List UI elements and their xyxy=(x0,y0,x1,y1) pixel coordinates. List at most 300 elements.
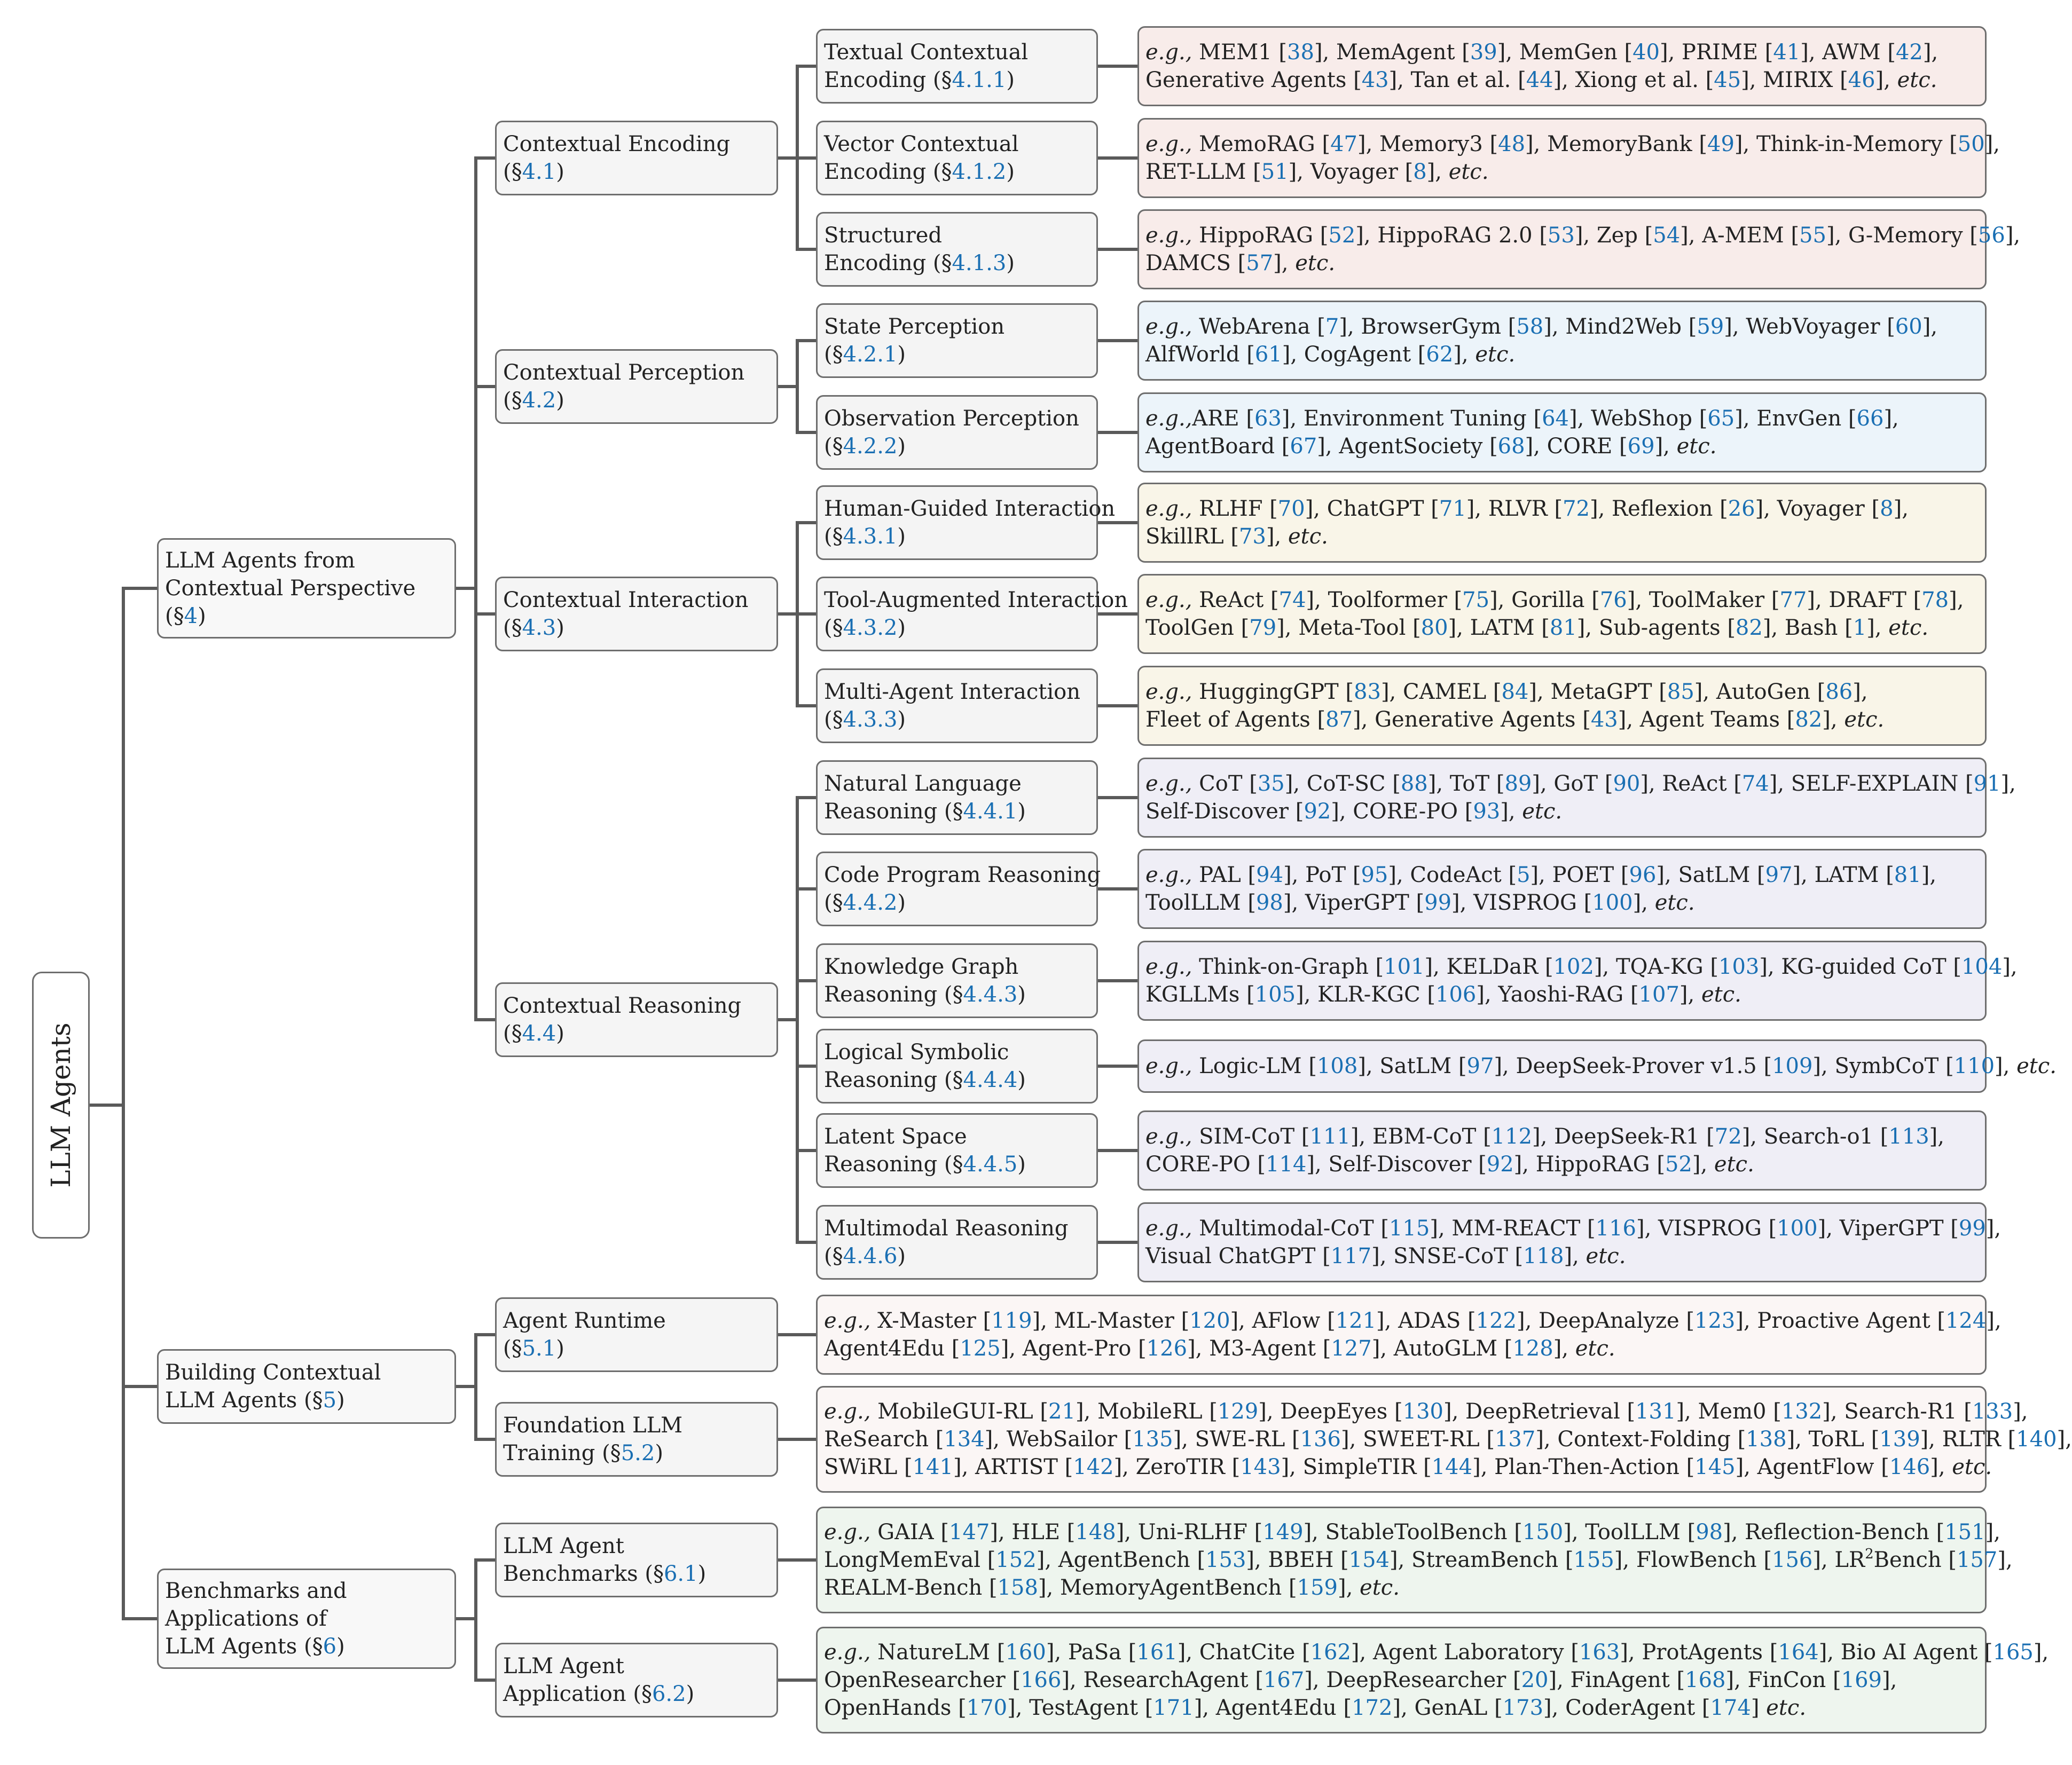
section-link[interactable]: 4.1.2 xyxy=(952,160,1007,184)
citation-link[interactable]: 35 xyxy=(1257,771,1285,796)
node-label-line xyxy=(503,992,771,1020)
citation-link[interactable]: 98 xyxy=(1255,891,1283,915)
topic-node xyxy=(816,303,1098,378)
eg-marker: e.g., xyxy=(1145,680,1192,704)
label-text: Observation Perception xyxy=(824,406,1079,431)
node-label-line xyxy=(503,1020,771,1047)
citation-link[interactable]: 66 xyxy=(1856,406,1884,431)
section-link[interactable]: 4.3.3 xyxy=(843,707,898,732)
citation-link[interactable]: 38 xyxy=(1287,40,1314,65)
section-link[interactable]: 6 xyxy=(323,1634,337,1659)
section-link[interactable]: 6.2 xyxy=(652,1682,686,1706)
label-text: Latent Space xyxy=(824,1124,967,1149)
citation-link[interactable]: 109 xyxy=(1772,1054,1813,1078)
citation-link[interactable]: 94 xyxy=(1256,863,1284,887)
citation-link[interactable]: 118 xyxy=(1523,1244,1564,1268)
citation-link[interactable]: 128 xyxy=(1512,1336,1553,1361)
citation-link[interactable]: 142 xyxy=(1073,1455,1114,1479)
citation-link[interactable]: 41 xyxy=(1773,40,1801,65)
label-text: Contextual Interaction xyxy=(503,588,749,612)
citation-link[interactable]: 99 xyxy=(1424,891,1452,915)
section-link[interactable]: 4.3.1 xyxy=(843,524,898,549)
node-label-line xyxy=(503,1652,771,1680)
section-link[interactable]: 4.1.1 xyxy=(952,68,1007,92)
label-text: Multi-Agent Interaction xyxy=(824,680,1080,704)
citation-link[interactable]: 132 xyxy=(1781,1399,1823,1424)
citation-link[interactable]: 87 xyxy=(1325,707,1353,732)
citation-link[interactable]: 150 xyxy=(1522,1520,1564,1545)
citation-link[interactable]: 167 xyxy=(1263,1668,1305,1692)
citation-link[interactable]: 135 xyxy=(1132,1427,1173,1452)
label-text: Logical Symbolic xyxy=(824,1040,1009,1065)
node-label-line xyxy=(824,432,1091,460)
section-link[interactable]: 4.3.2 xyxy=(843,616,898,640)
leaf-line: Generative Agents [43], Tan et al. [44], Xiong et al. [45], MIRIX [46], etc. xyxy=(1145,68,1937,92)
citation-link[interactable]: 137 xyxy=(1494,1427,1536,1452)
citation-link[interactable]: 114 xyxy=(1266,1152,1307,1177)
node-label-line xyxy=(824,953,1091,981)
citation-link[interactable]: 133 xyxy=(1972,1399,2013,1424)
citation-link[interactable]: 48 xyxy=(1498,132,1526,156)
citation-link[interactable]: 149 xyxy=(1262,1520,1304,1545)
label-text: Application (§ xyxy=(503,1682,652,1706)
citation-link[interactable]: 62 xyxy=(1426,342,1454,367)
label-text: Benchmarks (§ xyxy=(503,1562,664,1586)
section-link[interactable]: 5.2 xyxy=(621,1441,655,1465)
citation-link[interactable]: 84 xyxy=(1501,680,1529,704)
example-list xyxy=(1137,849,1987,929)
label-text: ) xyxy=(556,1021,564,1046)
leaf-line: Fleet of Agents [87], Generative Agents [43], Agent Teams [82], etc. xyxy=(1145,707,1885,732)
citation-link[interactable]: 72 xyxy=(1563,497,1590,521)
citation-link[interactable]: 83 xyxy=(1354,680,1381,704)
label-text: ) xyxy=(897,616,906,640)
etc-marker: etc. xyxy=(1766,1696,1807,1720)
citation-link[interactable]: 100 xyxy=(1592,891,1633,915)
label-text: Tool-Augmented Interaction xyxy=(824,588,1128,612)
etc-marker: etc. xyxy=(1952,1455,1992,1479)
subcategory-node xyxy=(495,1523,778,1597)
example-list xyxy=(1137,392,1987,472)
citation-link[interactable]: 111 xyxy=(1309,1124,1351,1149)
node-label-line xyxy=(824,1151,1091,1178)
leaf-line: e.g., NatureLM [160], PaSa [161], ChatCite [162], Agent Laboratory [163], ProtAgents [164], Bio AI Agent [165], xyxy=(824,1640,2049,1665)
label-text: (§ xyxy=(503,1021,522,1046)
citation-link[interactable]: 145 xyxy=(1694,1455,1736,1479)
citation-link[interactable]: 115 xyxy=(1388,1216,1430,1241)
citation-link[interactable]: 98 xyxy=(1696,1520,1723,1545)
node-label-line xyxy=(824,889,1091,917)
citation-link[interactable]: 113 xyxy=(1888,1124,1929,1149)
node-label-line xyxy=(503,614,771,642)
citation-link[interactable]: 52 xyxy=(1328,223,1356,248)
leaf-line: Visual ChatGPT [117], SNSE-CoT [118], etc. xyxy=(1145,1244,1626,1268)
node-label-line xyxy=(503,158,771,186)
leaf-line: REALM-Bench [158], MemoryAgentBench [159], etc. xyxy=(824,1575,1400,1600)
label-text: Applications of xyxy=(165,1606,327,1631)
citation-link[interactable]: 68 xyxy=(1497,434,1525,459)
eg-marker: e.g., xyxy=(1145,223,1192,248)
citation-link[interactable]: 170 xyxy=(966,1696,1008,1720)
section-link[interactable]: 4.2 xyxy=(522,388,556,413)
citation-link[interactable]: 96 xyxy=(1629,863,1657,887)
citation-link[interactable]: 166 xyxy=(1021,1668,1062,1692)
citation-link[interactable]: 56 xyxy=(1977,223,2005,248)
section-link[interactable]: 4.4 xyxy=(522,1021,556,1046)
example-list xyxy=(1137,26,1987,106)
node-label-line xyxy=(824,861,1101,889)
citation-link[interactable]: 73 xyxy=(1239,524,1266,549)
node-label-line xyxy=(165,574,449,602)
citation-link[interactable]: 153 xyxy=(1205,1548,1246,1572)
citation-link[interactable]: 5 xyxy=(1517,863,1531,887)
citation-link[interactable]: 155 xyxy=(1573,1548,1614,1572)
citation-link[interactable]: 161 xyxy=(1136,1640,1178,1665)
citation-link[interactable]: 89 xyxy=(1504,771,1532,796)
label-text: (§ xyxy=(503,1336,522,1361)
node-label-line xyxy=(503,1680,771,1708)
citation-link[interactable]: 126 xyxy=(1146,1336,1188,1361)
citation-link[interactable]: 148 xyxy=(1075,1520,1116,1545)
citation-link[interactable]: 74 xyxy=(1741,771,1769,796)
section-link[interactable]: 6.1 xyxy=(663,1562,698,1586)
citation-link[interactable]: 77 xyxy=(1779,588,1807,612)
citation-link[interactable]: 154 xyxy=(1348,1548,1390,1572)
citation-link[interactable]: 97 xyxy=(1466,1054,1494,1078)
subcategory-node xyxy=(495,1297,778,1372)
leaf-line: e.g., Multimodal-CoT [115], MM-REACT [116], VISPROG [100], ViperGPT [99], xyxy=(1145,1216,2002,1241)
citation-link[interactable]: 93 xyxy=(1473,799,1501,824)
citation-link[interactable]: 81 xyxy=(1894,863,1921,887)
node-label-line xyxy=(165,602,449,630)
citation-link[interactable]: 91 xyxy=(1973,771,2001,796)
citation-link[interactable]: 92 xyxy=(1304,799,1331,824)
citation-link[interactable]: 7 xyxy=(1325,314,1339,339)
citation-link[interactable]: 44 xyxy=(1526,68,1553,92)
eg-marker: e.g., xyxy=(1145,1216,1192,1241)
label-text: ) xyxy=(556,616,564,640)
citation-link[interactable]: 72 xyxy=(1714,1124,1742,1149)
leaf-line: RET-LLM [51], Voyager [8], etc. xyxy=(1145,160,1489,184)
label-text: Multimodal Reasoning xyxy=(824,1216,1069,1241)
citation-link[interactable]: 141 xyxy=(912,1455,953,1479)
citation-link[interactable]: 90 xyxy=(1613,771,1641,796)
label-text: Contextual Perspective xyxy=(165,576,416,601)
topic-node xyxy=(816,668,1098,743)
etc-marker: etc. xyxy=(1475,342,1516,367)
topic-node xyxy=(816,1113,1098,1188)
citation-link[interactable]: 46 xyxy=(1848,68,1875,92)
citation-link[interactable]: 172 xyxy=(1352,1696,1393,1720)
label-text: LLM Agents (§ xyxy=(165,1388,323,1413)
label-text: Textual Contextual xyxy=(824,40,1029,65)
citation-link[interactable]: 43 xyxy=(1590,707,1618,732)
citation-link[interactable]: 158 xyxy=(997,1575,1038,1600)
leaf-line: OpenHands [170], TestAgent [171], Agent4Edu [172], GenAL [173], CoderAgent [174] etc. xyxy=(824,1696,1807,1720)
leaf-line: e.g., HippoRAG [52], HippoRAG 2.0 [53], Zep [54], A-MEM [55], G-Memory [56], xyxy=(1145,223,2021,248)
citation-link[interactable]: 129 xyxy=(1217,1399,1259,1424)
citation-link[interactable]: 42 xyxy=(1895,40,1923,65)
citation-link[interactable]: 147 xyxy=(949,1520,990,1545)
citation-link[interactable]: 152 xyxy=(995,1548,1037,1572)
citation-link[interactable]: 138 xyxy=(1746,1427,1787,1452)
node-label-line xyxy=(824,1215,1091,1242)
citation-link[interactable]: 169 xyxy=(1841,1668,1882,1692)
etc-marker: etc. xyxy=(1448,160,1489,184)
citation-link[interactable]: 131 xyxy=(1635,1399,1676,1424)
category-node xyxy=(157,1569,456,1669)
citation-link[interactable]: 97 xyxy=(1765,863,1793,887)
citation-link[interactable]: 64 xyxy=(1542,406,1569,431)
leaf-line: e.g., Think-on-Graph [101], KELDaR [102], TQA-KG [103], KG-guided CoT [104], xyxy=(1145,955,2018,979)
citation-link[interactable]: 119 xyxy=(991,1309,1032,1333)
citation-link[interactable]: 71 xyxy=(1439,497,1466,521)
label-text: ) xyxy=(1006,160,1015,184)
node-label-line xyxy=(824,66,1091,94)
label-text: Structured xyxy=(824,223,942,248)
label-text: (§ xyxy=(503,388,522,413)
citation-link[interactable]: 45 xyxy=(1714,68,1741,92)
citation-link[interactable]: 60 xyxy=(1895,314,1922,339)
citation-link[interactable]: 140 xyxy=(2016,1427,2057,1452)
label-text: (§ xyxy=(824,434,843,459)
citation-link[interactable]: 146 xyxy=(1889,1455,1930,1479)
citation-link[interactable]: 143 xyxy=(1240,1455,1281,1479)
citation-link[interactable]: 1 xyxy=(1853,616,1867,640)
citation-link[interactable]: 21 xyxy=(1048,1399,1076,1424)
label-text: Reasoning (§ xyxy=(824,1152,963,1177)
citation-link[interactable]: 108 xyxy=(1316,1054,1358,1078)
citation-link[interactable]: 63 xyxy=(1254,406,1282,431)
citation-link[interactable]: 78 xyxy=(1921,588,1949,612)
citation-link[interactable]: 88 xyxy=(1400,771,1428,796)
section-link[interactable]: 4.4.2 xyxy=(843,891,898,915)
citation-link[interactable]: 67 xyxy=(1290,434,1317,459)
section-link[interactable]: 4.1 xyxy=(522,160,556,184)
leaf-line: e.g., Logic-LM [108], SatLM [97], DeepSeek-Prover v1.5 [109], SymbCoT [110], etc. xyxy=(1145,1054,2057,1078)
label-text: (§ xyxy=(824,707,843,732)
citation-link[interactable]: 121 xyxy=(1335,1309,1377,1333)
node-label-line xyxy=(824,405,1091,432)
leaf-line: LongMemEval [152], AgentBench [153], BBEH [154], StreamBench [155], FlowBench [156], $LR^2Bench$ [157], xyxy=(824,1546,2013,1572)
citation-link[interactable]: 123 xyxy=(1694,1309,1736,1333)
node-label-line xyxy=(165,1359,449,1386)
citation-link[interactable]: 101 xyxy=(1384,955,1425,979)
citation-link[interactable]: 82 xyxy=(1735,616,1763,640)
citation-link[interactable]: 139 xyxy=(1879,1427,1920,1452)
node-label-line xyxy=(503,1335,771,1362)
citation-link[interactable]: 57 xyxy=(1246,251,1274,275)
example-list xyxy=(1137,301,1987,381)
citation-link[interactable]: 86 xyxy=(1825,680,1853,704)
citation-link[interactable]: 107 xyxy=(1638,982,1679,1007)
citation-link[interactable]: 61 xyxy=(1254,342,1282,367)
citation-link[interactable]: 171 xyxy=(1153,1696,1194,1720)
citation-link[interactable]: 43 xyxy=(1361,68,1389,92)
citation-link[interactable]: 164 xyxy=(1778,1640,1819,1665)
citation-link[interactable]: 168 xyxy=(1685,1668,1726,1692)
section-link[interactable]: 5 xyxy=(323,1388,337,1413)
superscript: 2 xyxy=(1865,1546,1874,1562)
label-text: Reasoning (§ xyxy=(824,982,963,1007)
node-label-line xyxy=(824,1038,1091,1066)
citation-link[interactable]: 127 xyxy=(1331,1336,1372,1361)
citation-link[interactable]: 160 xyxy=(1005,1640,1046,1665)
citation-link[interactable]: 59 xyxy=(1697,314,1724,339)
node-label-line xyxy=(824,1066,1091,1094)
citation-link[interactable]: 151 xyxy=(1944,1520,1985,1545)
section-link[interactable]: 4.4.3 xyxy=(963,982,1018,1007)
citation-link[interactable]: 144 xyxy=(1431,1455,1473,1479)
leaf-line: e.g., GAIA [147], HLE [148], Uni-RLHF [149], StableToolBench [150], ToolLLM [98], Reflection-Bench [151], xyxy=(824,1520,2000,1545)
label-text: Contextual Encoding xyxy=(503,132,731,156)
citation-link[interactable]: 173 xyxy=(1502,1696,1544,1720)
example-list xyxy=(816,1627,2049,1734)
label-text: (§ xyxy=(824,1244,843,1268)
citation-link[interactable]: 102 xyxy=(1553,955,1594,979)
leaf-line: DAMCS [57], etc. xyxy=(1145,251,1336,275)
citation-link[interactable]: 75 xyxy=(1462,588,1490,612)
citation-link[interactable]: 47 xyxy=(1330,132,1357,156)
citation-link[interactable]: 174 xyxy=(1710,1696,1751,1720)
eg-marker: e.g., xyxy=(824,1640,871,1665)
node-label-line xyxy=(503,1439,771,1467)
leaf-line: ToolLLM [98], ViperGPT [99], VISPROG [100], etc. xyxy=(1145,891,1695,915)
topic-node xyxy=(816,577,1128,651)
citation-link[interactable]: 58 xyxy=(1516,314,1544,339)
citation-link[interactable]: 159 xyxy=(1297,1575,1338,1600)
citation-link[interactable]: 82 xyxy=(1795,707,1823,732)
citation-link[interactable]: 157 xyxy=(1956,1548,1998,1572)
citation-link[interactable]: 53 xyxy=(1547,223,1575,248)
citation-link[interactable]: 8 xyxy=(1413,160,1427,184)
node-label-line xyxy=(824,341,1091,368)
citation-link[interactable]: 50 xyxy=(1957,132,1985,156)
citation-link[interactable]: 162 xyxy=(1310,1640,1351,1665)
label-text: State Perception xyxy=(824,314,1005,339)
leaf-line: e.g., HuggingGPT [83], CAMEL [84], MetaGPT [85], AutoGen [86], xyxy=(1145,680,1868,704)
citation-link[interactable]: 124 xyxy=(1945,1309,1987,1333)
leaf-line: e.g., RLHF [70], ChatGPT [71], RLVR [72], Reflexion [26], Voyager [8], xyxy=(1145,497,1909,521)
section-link[interactable]: 4.4.5 xyxy=(963,1152,1018,1177)
node-label-line xyxy=(503,130,771,158)
section-link[interactable]: 4.2.1 xyxy=(843,342,898,367)
citation-link[interactable]: 52 xyxy=(1665,1152,1692,1177)
citation-link[interactable]: 8 xyxy=(1880,497,1894,521)
citation-link[interactable]: 120 xyxy=(1189,1309,1230,1333)
section-link[interactable]: 4.2.2 xyxy=(843,434,898,459)
leaf-line: KGLLMs [105], KLR-KGC [106], Yaoshi-RAG [107], etc. xyxy=(1145,982,1741,1007)
leaf-line: SkillRL [73], etc. xyxy=(1145,524,1328,549)
citation-link[interactable]: 116 xyxy=(1595,1216,1636,1241)
citation-link[interactable]: 54 xyxy=(1653,223,1681,248)
citation-link[interactable]: 69 xyxy=(1627,434,1655,459)
leaf-line: ToolGen [79], Meta-Tool [80], LATM [81], Sub-agents [82], Bash [1], etc. xyxy=(1145,616,1929,640)
label-text: (§ xyxy=(503,616,522,640)
label-text: (§ xyxy=(503,160,522,184)
citation-link[interactable]: 122 xyxy=(1475,1309,1517,1333)
section-link[interactable]: 5.1 xyxy=(522,1336,556,1361)
node-label-line xyxy=(824,313,1091,341)
citation-link[interactable]: 134 xyxy=(944,1427,985,1452)
citation-link[interactable]: 92 xyxy=(1486,1152,1514,1177)
label-text: ) xyxy=(336,1388,345,1413)
citation-link[interactable]: 49 xyxy=(1707,132,1734,156)
node-label-line xyxy=(503,1560,771,1588)
section-link[interactable]: 4.4.1 xyxy=(963,799,1018,824)
section-link[interactable]: 4.3 xyxy=(522,616,556,640)
leaf-line: SWiRL [141], ARTIST [142], ZeroTIR [143], SimpleTIR [144], Plan-Then-Action [145], AgentFlow [146], etc. xyxy=(824,1455,1992,1479)
citation-link[interactable]: 76 xyxy=(1599,588,1627,612)
citation-link[interactable]: 55 xyxy=(1799,223,1826,248)
leaf-line: e.g., MEM1 [38], MemAgent [39], MemGen [40], PRIME [41], AWM [42], xyxy=(1145,40,1938,65)
eg-marker: e.g., xyxy=(1145,863,1192,887)
citation-link[interactable]: 104 xyxy=(1961,955,2003,979)
section-link[interactable]: 4.4.6 xyxy=(843,1244,898,1268)
citation-link[interactable]: 130 xyxy=(1402,1399,1443,1424)
citation-link[interactable]: 125 xyxy=(960,1336,1001,1361)
citation-link[interactable]: 39 xyxy=(1470,40,1497,65)
citation-link[interactable]: 85 xyxy=(1667,680,1694,704)
etc-marker: etc. xyxy=(1701,982,1741,1007)
citation-link[interactable]: 74 xyxy=(1278,588,1306,612)
topic-node xyxy=(816,212,1098,287)
citation-link[interactable]: 106 xyxy=(1435,982,1477,1007)
citation-link[interactable]: 81 xyxy=(1549,616,1577,640)
citation-link[interactable]: 79 xyxy=(1249,616,1277,640)
leaf-line: e.g., SIM-CoT [111], EBM-CoT [112], DeepSeek-R1 [72], Search-o1 [113], xyxy=(1145,1124,1944,1149)
section-link[interactable]: 4.1.3 xyxy=(952,251,1007,275)
citation-link[interactable]: 65 xyxy=(1707,406,1735,431)
citation-link[interactable]: 156 xyxy=(1772,1548,1813,1572)
citation-link[interactable]: 110 xyxy=(1953,1054,1995,1078)
label-text: ) xyxy=(1006,251,1015,275)
node-label-line xyxy=(824,981,1091,1008)
citation-link[interactable]: 51 xyxy=(1261,160,1289,184)
citation-link[interactable]: 100 xyxy=(1777,1216,1818,1241)
citation-link[interactable]: 165 xyxy=(1992,1640,2034,1665)
section-link[interactable]: 4.4.4 xyxy=(963,1068,1018,1092)
node-label-line xyxy=(503,359,771,387)
citation-link[interactable]: 105 xyxy=(1254,982,1296,1007)
example-list xyxy=(1137,758,2016,838)
node-label-line xyxy=(165,1605,449,1633)
citation-link[interactable]: 112 xyxy=(1491,1124,1533,1149)
eg-marker: e.g., xyxy=(1145,1124,1192,1149)
label-text: ) xyxy=(198,604,206,628)
citation-link[interactable]: 80 xyxy=(1420,616,1448,640)
citation-link[interactable]: 40 xyxy=(1633,40,1660,65)
section-link[interactable]: 4 xyxy=(184,604,198,628)
citation-link[interactable]: 163 xyxy=(1579,1640,1620,1665)
citation-link[interactable]: 103 xyxy=(1718,955,1760,979)
citation-link[interactable]: 99 xyxy=(1958,1216,1986,1241)
citation-link[interactable]: 70 xyxy=(1277,497,1305,521)
label-text: (§ xyxy=(824,524,843,549)
citation-link[interactable]: 20 xyxy=(1521,1668,1549,1692)
node-label-line xyxy=(503,387,771,414)
topic-node xyxy=(816,485,1116,560)
label-text: LLM Agent xyxy=(503,1654,624,1679)
etc-marker: etc. xyxy=(1288,524,1328,549)
label-text: Building Contextual xyxy=(165,1360,381,1385)
leaf-line: ReSearch [134], WebSailor [135], SWE-RL [136], SWEET-RL [137], Context-Folding [138], ToRL [139], RLTR [140], xyxy=(824,1427,2072,1452)
eg-marker: e.g., xyxy=(1145,1054,1192,1078)
citation-link[interactable]: 117 xyxy=(1330,1244,1372,1268)
citation-link[interactable]: 136 xyxy=(1300,1427,1341,1452)
citation-link[interactable]: 95 xyxy=(1361,863,1388,887)
citation-link[interactable]: 26 xyxy=(1728,497,1755,521)
